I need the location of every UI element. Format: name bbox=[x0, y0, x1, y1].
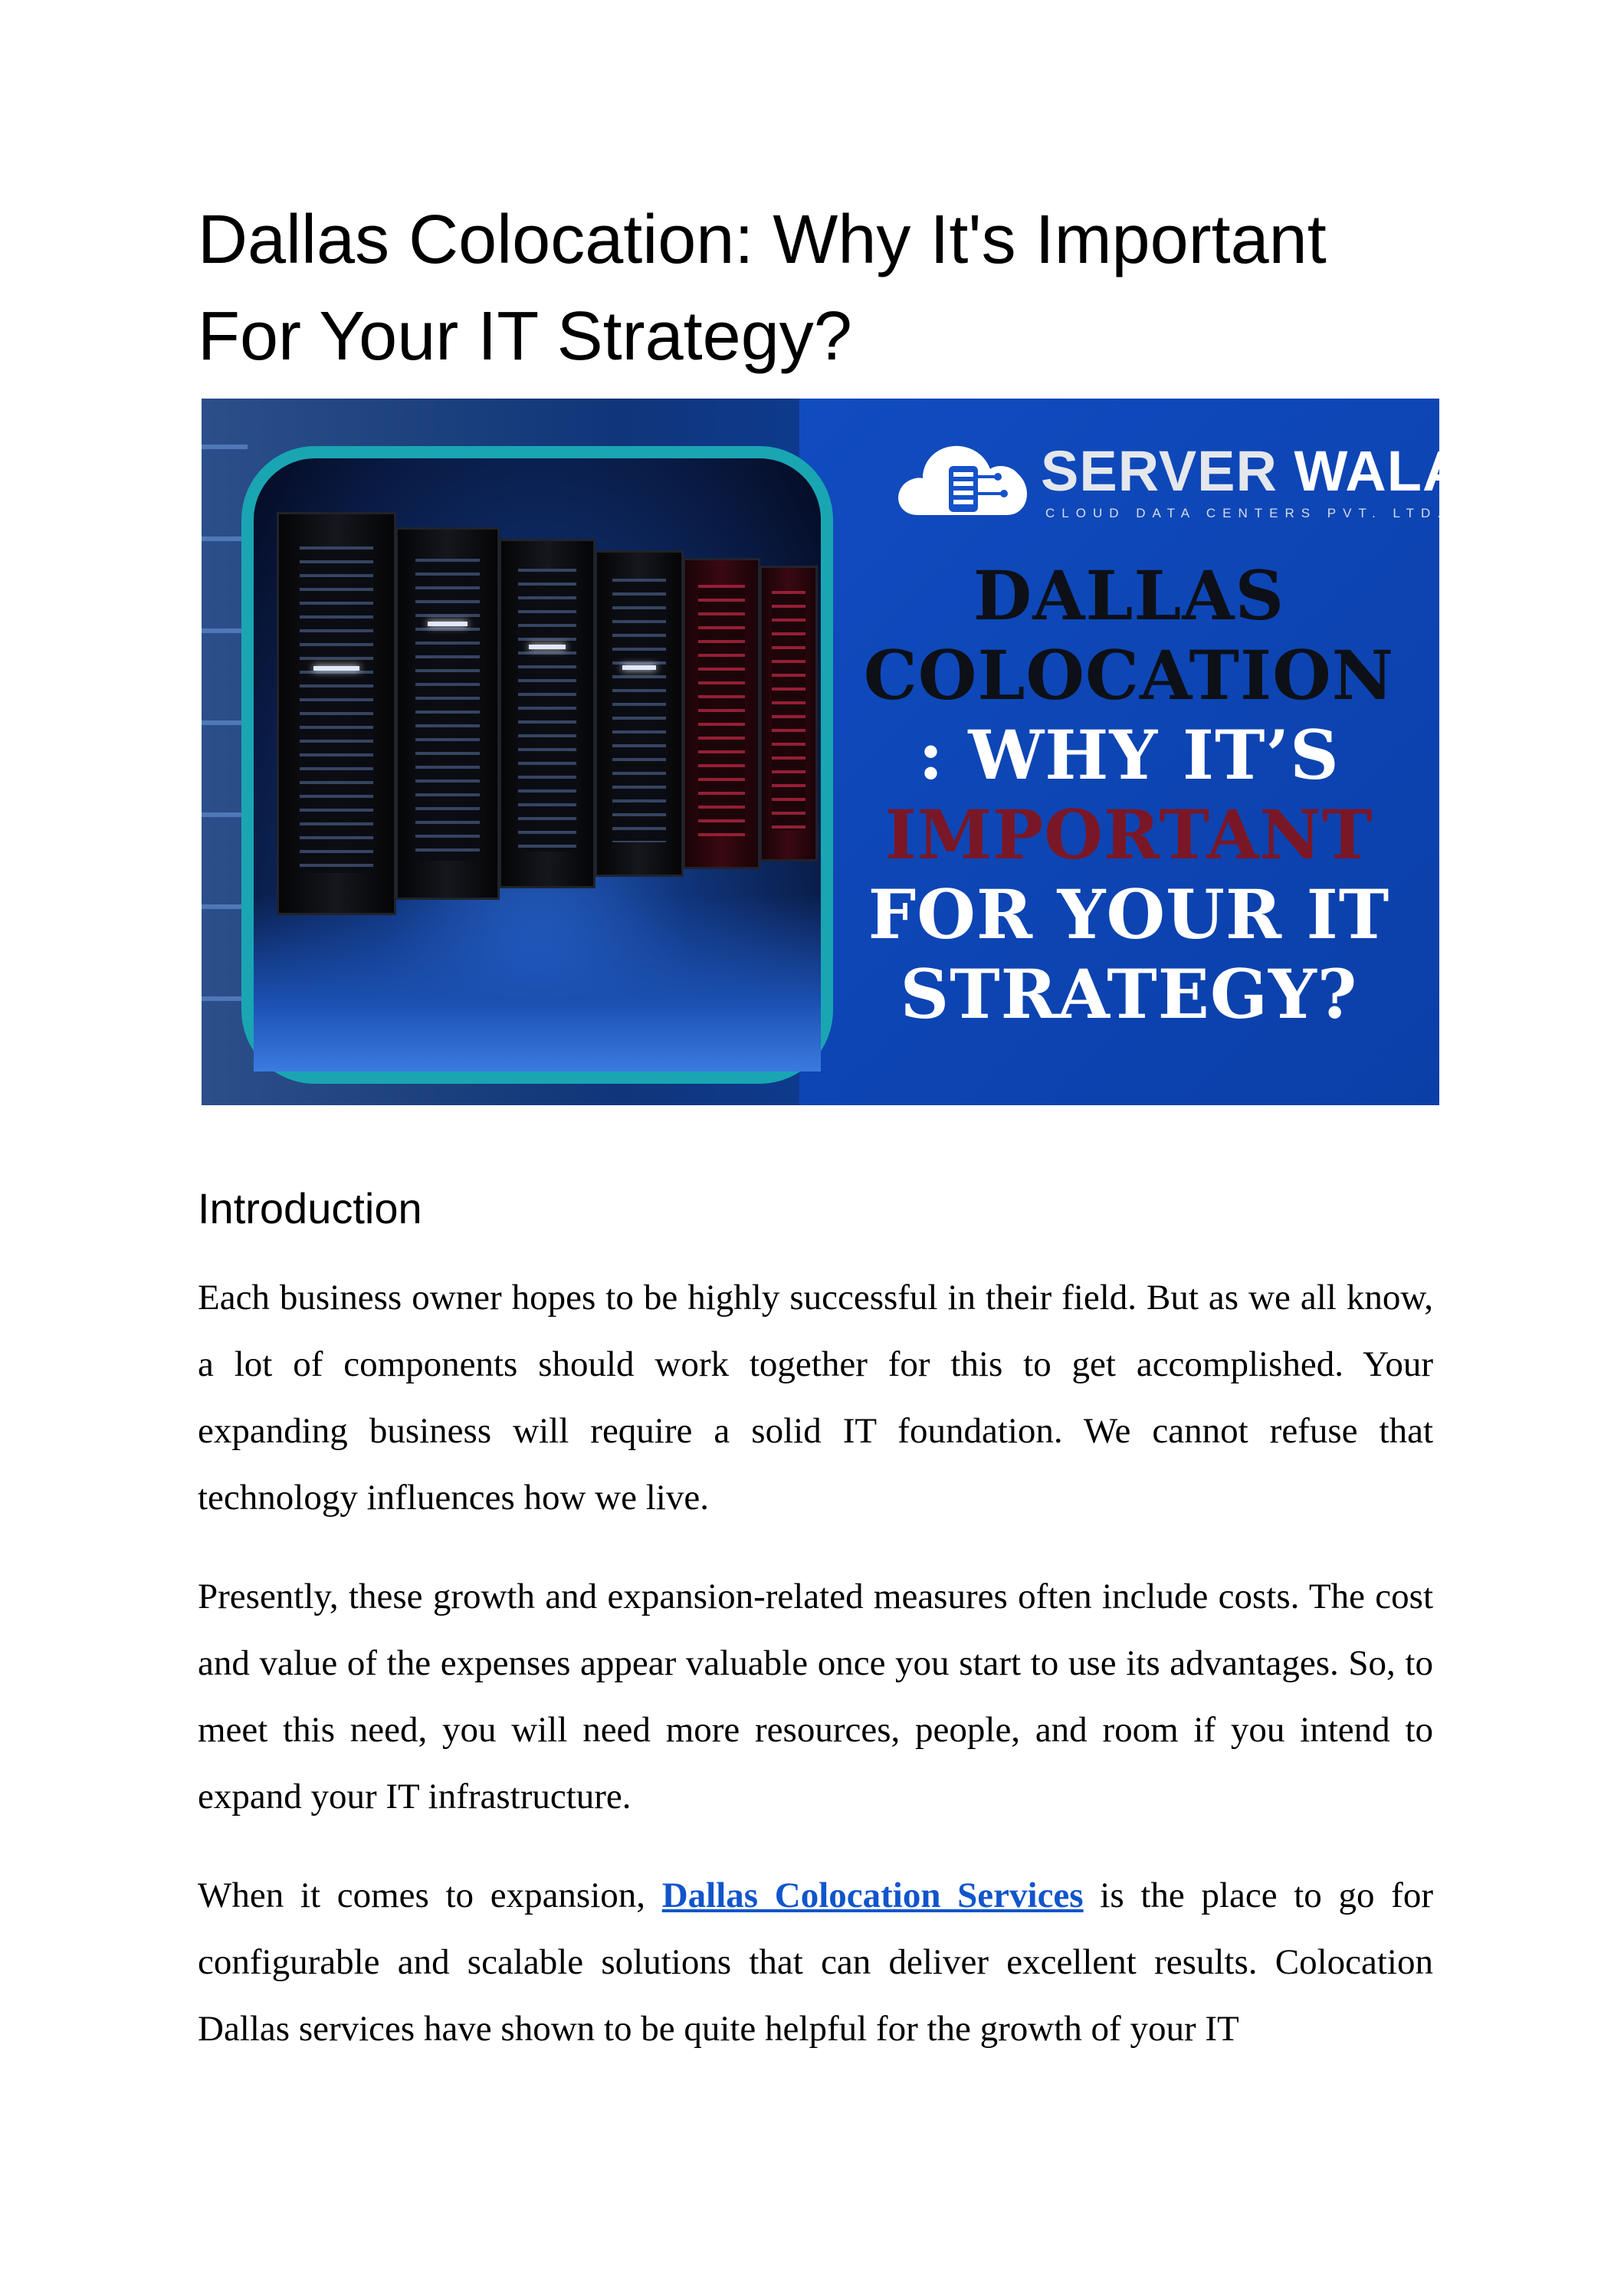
server-rack-red bbox=[683, 558, 760, 869]
server-shelf-light bbox=[202, 904, 248, 909]
banner-heading-line-6: STRATEGY? bbox=[900, 954, 1358, 1034]
paragraph-3-rest: is the place to go for configurable and scalable solutions that can deliver excellent results. Colocation Dallas services have shown to be quite helpful for the growth of your IT bbox=[198, 1876, 1433, 2049]
rack-indicator bbox=[428, 622, 468, 626]
title-line-2: For Your IT Strategy? bbox=[198, 298, 852, 375]
server-shelf-light bbox=[202, 812, 248, 817]
logo-word-server: SERVER bbox=[1041, 439, 1278, 503]
rack-leds bbox=[612, 579, 666, 842]
rack-leds bbox=[300, 546, 373, 873]
rack-leds bbox=[518, 569, 577, 852]
server-shelf-light bbox=[202, 996, 248, 1001]
rack-leds bbox=[698, 585, 745, 836]
banner-heading bbox=[830, 556, 1428, 1034]
photo-floor-glow bbox=[254, 895, 821, 1072]
server-rack bbox=[277, 512, 396, 915]
paragraph-2: Presently, these growth and expansion-related measures often include costs. The cost and value of the expenses appear valuable once you start to use its advantages. So, to meet this need, you will need more resources, people, and room if you intend to expand your IT infrastructure. bbox=[198, 1577, 1433, 1816]
rack-leds bbox=[772, 591, 806, 830]
server-rack bbox=[595, 550, 684, 877]
paragraph-3-intro: When it comes to expansion, bbox=[198, 1876, 662, 1915]
dallas-colocation-services-link[interactable]: Dallas Colocation Services bbox=[661, 1876, 1084, 1915]
server-rack bbox=[499, 539, 595, 888]
server-rack bbox=[395, 527, 500, 900]
banner-heading-line-2: COLOCATION bbox=[863, 635, 1395, 715]
rack-indicator bbox=[313, 666, 359, 671]
server-shelf-light bbox=[202, 720, 248, 725]
banner-heading-line-3: : WHY IT’S bbox=[918, 715, 1340, 795]
logo-word-wala: WALA bbox=[1294, 439, 1465, 503]
server-rack-photo bbox=[241, 446, 833, 1084]
logo-subtitle: CLOUD DATA CENTERS PVT. LTD. bbox=[1045, 506, 1448, 520]
server-wala-logo bbox=[895, 422, 1465, 529]
paragraph-3 bbox=[198, 1862, 1433, 2063]
document-title bbox=[198, 192, 1439, 385]
rack-indicator bbox=[529, 645, 566, 649]
server-shelf-light bbox=[202, 445, 248, 449]
banner-heading-line-5: FOR YOUR IT bbox=[868, 875, 1390, 954]
paragraph-1: Each business owner hopes to be highly successful in their field. But as we all know, a lot of components should work together for this to get accomplished. Your expanding business will require a solid IT foundation. We cannot refuse that technology influences how we live. bbox=[198, 1278, 1433, 1518]
banner-heading-line-4: IMPORTANT bbox=[884, 795, 1373, 875]
cloud-logo-icon bbox=[895, 431, 1033, 521]
server-rack-red bbox=[760, 566, 818, 861]
server-shelf-light bbox=[202, 628, 248, 633]
rack-indicator bbox=[622, 665, 656, 670]
server-shelf-light bbox=[202, 537, 248, 541]
hero-banner-image bbox=[202, 399, 1465, 1105]
title-line-1: Dallas Colocation: Why It's Important bbox=[198, 202, 1327, 278]
logo-wordmark bbox=[1041, 439, 1465, 503]
rack-leds bbox=[415, 559, 479, 861]
section-heading-introduction: Introduction bbox=[198, 1184, 422, 1232]
banner-heading-line-1: DALLAS bbox=[973, 556, 1285, 635]
